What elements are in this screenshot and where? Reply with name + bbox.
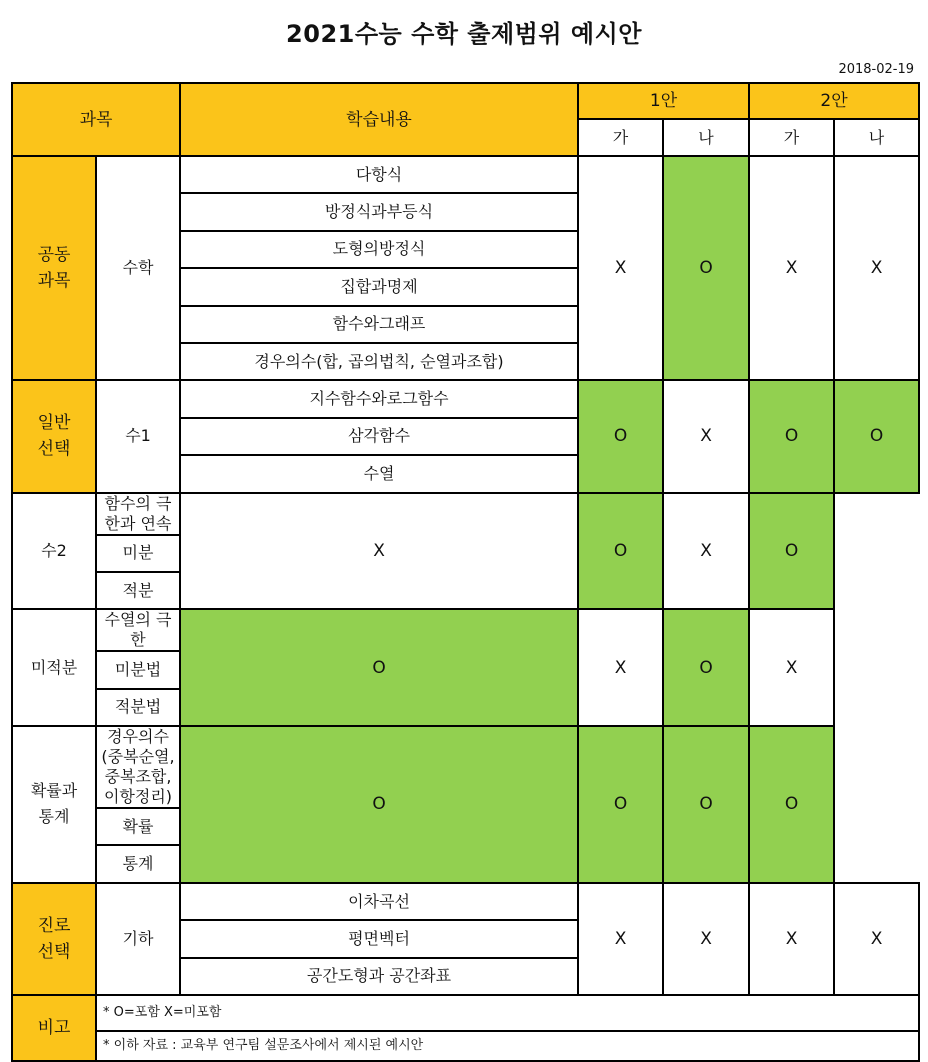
plan1-na-header: 나 bbox=[663, 119, 749, 156]
plan2-header: 2안 bbox=[749, 83, 919, 119]
mark-plan1-na: O bbox=[578, 726, 663, 883]
topic-cell: 삼각함수 bbox=[180, 418, 578, 455]
mark-plan2-ga: X bbox=[749, 883, 834, 995]
subject-label-prob: 확률과 통계 bbox=[12, 726, 96, 883]
remarks-row-2 bbox=[12, 1031, 919, 1061]
plan1-ga-header: 가 bbox=[578, 119, 663, 156]
group-su2 bbox=[12, 493, 919, 610]
topic-cell: 방정식과부등식 bbox=[180, 193, 578, 230]
topic-cell: 확률 bbox=[96, 808, 180, 845]
topic-row bbox=[12, 493, 919, 535]
mark-plan1-ga: X bbox=[578, 883, 663, 995]
topic-cell: 도형의방정식 bbox=[180, 231, 578, 268]
subject-header: 과목 bbox=[12, 83, 180, 156]
group-calc bbox=[12, 609, 919, 726]
section-label-common: 공동 과목 bbox=[12, 156, 96, 380]
topic-cell: 다항식 bbox=[180, 156, 578, 193]
topic-row bbox=[12, 609, 919, 651]
mark-plan1-ga: X bbox=[180, 493, 578, 610]
topic-cell: 지수함수와로그함수 bbox=[180, 380, 578, 417]
plan1-header: 1안 bbox=[578, 83, 749, 119]
remarks-label: 비고 bbox=[12, 995, 96, 1061]
remarks-legend: * O=포함 X=미포함 bbox=[96, 995, 919, 1031]
mark-plan1-na: O bbox=[663, 156, 749, 380]
mark-plan1-na: X bbox=[578, 609, 663, 726]
group-geom bbox=[12, 883, 919, 995]
topic-cell: 통계 bbox=[96, 845, 180, 882]
topic-cell: 경우의수(합, 곱의법칙, 순열과조합) bbox=[180, 343, 578, 380]
topic-cell: 적분 bbox=[96, 572, 180, 609]
mark-plan2-na: O bbox=[749, 726, 834, 883]
topic-row bbox=[12, 380, 919, 417]
page-title: 2021수능 수학 출제범위 예시안 bbox=[286, 20, 642, 48]
subject-label-calc: 미적분 bbox=[12, 609, 96, 726]
mark-plan2-ga: O bbox=[749, 380, 834, 492]
group-su1 bbox=[12, 380, 919, 492]
mark-plan1-na: X bbox=[663, 380, 749, 492]
topic-cell: 공간도형과 공간좌표 bbox=[180, 958, 578, 995]
topic-cell: 함수와그래프 bbox=[180, 306, 578, 343]
header-row-top bbox=[12, 83, 919, 119]
topic-cell: 이차곡선 bbox=[180, 883, 578, 920]
mark-plan1-na: O bbox=[578, 493, 663, 610]
topic-row bbox=[12, 156, 919, 193]
mark-plan1-na: X bbox=[663, 883, 749, 995]
topic-cell: 수열 bbox=[180, 455, 578, 492]
plan2-na-header: 나 bbox=[834, 119, 919, 156]
topic-cell: 미분 bbox=[96, 535, 180, 572]
topic-row bbox=[12, 883, 919, 920]
remarks-row-1 bbox=[12, 995, 919, 1031]
mark-plan2-na: X bbox=[749, 609, 834, 726]
mark-plan1-ga: O bbox=[180, 609, 578, 726]
mark-plan2-na: X bbox=[834, 883, 919, 995]
mark-plan2-ga: X bbox=[749, 156, 834, 380]
topic-cell: 미분법 bbox=[96, 651, 180, 688]
mark-plan2-ga: X bbox=[663, 493, 749, 610]
mark-plan2-na: O bbox=[749, 493, 834, 610]
mark-plan1-ga: X bbox=[578, 156, 663, 380]
topic-cell: 수열의 극한 bbox=[96, 609, 180, 651]
topic-row bbox=[12, 726, 919, 808]
mark-plan1-ga: O bbox=[180, 726, 578, 883]
subject-label-su2: 수2 bbox=[12, 493, 96, 610]
topic-cell: 경우의수(중복순열, 중복조합, 이항정리) bbox=[96, 726, 180, 808]
topic-cell: 함수의 극한과 연속 bbox=[96, 493, 180, 535]
mark-plan2-na: O bbox=[834, 380, 919, 492]
subject-label-geom: 기하 bbox=[96, 883, 180, 995]
remarks-source: * 이하 자료 : 교육부 연구팀 설문조사에서 제시된 예시안 bbox=[96, 1031, 919, 1061]
mark-plan1-ga: O bbox=[578, 380, 663, 492]
subject-label-su1: 수1 bbox=[96, 380, 180, 492]
topic-cell: 적분법 bbox=[96, 689, 180, 726]
section-label-career: 진로 선택 bbox=[12, 883, 96, 995]
group-prob bbox=[12, 726, 919, 883]
topic-cell: 평면벡터 bbox=[180, 920, 578, 957]
plan2-ga-header: 가 bbox=[749, 119, 834, 156]
exam-scope-table bbox=[11, 82, 920, 1062]
group-math bbox=[12, 156, 919, 380]
section-label-general: 일반 선택 bbox=[12, 380, 96, 492]
mark-plan2-na: X bbox=[834, 156, 919, 380]
document-date: 2018-02-19 bbox=[838, 62, 914, 77]
subject-label-math: 수학 bbox=[96, 156, 180, 380]
mark-plan2-ga: O bbox=[663, 726, 749, 883]
mark-plan2-ga: O bbox=[663, 609, 749, 726]
topic-cell: 집합과명제 bbox=[180, 268, 578, 305]
content-header: 학습내용 bbox=[180, 83, 578, 156]
